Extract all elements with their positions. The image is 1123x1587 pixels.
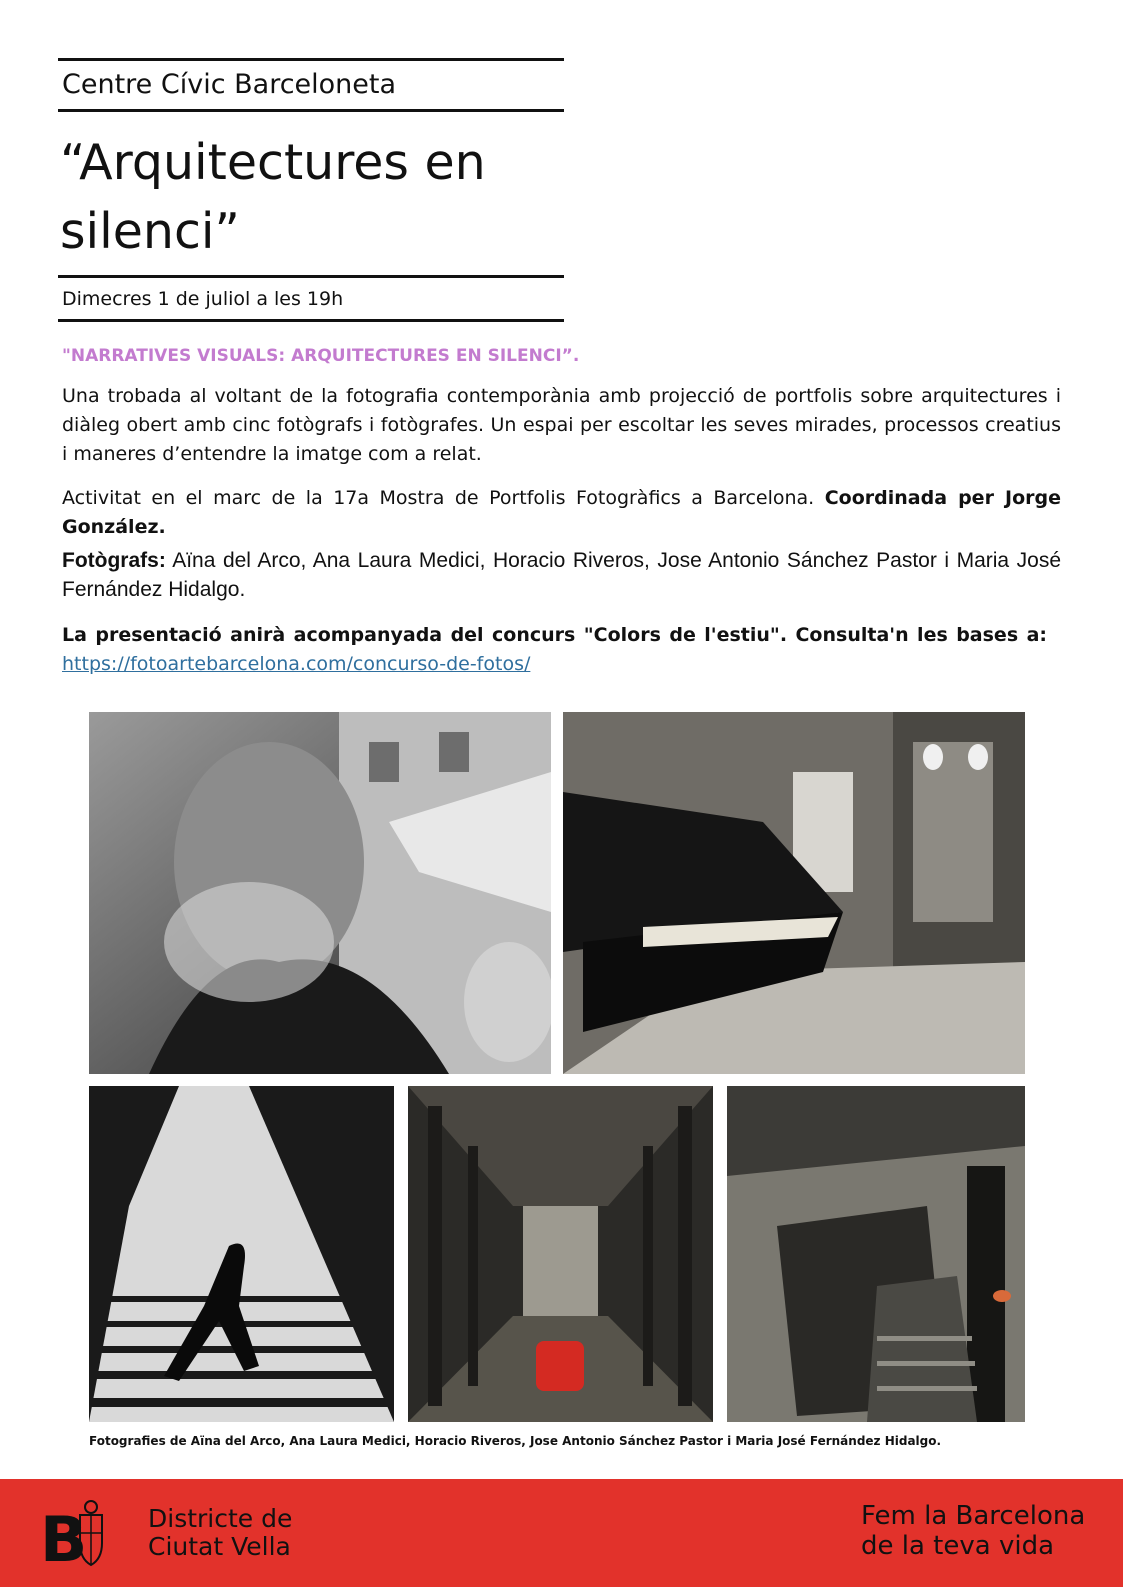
district-logo (40, 1493, 300, 1573)
photo-portrait (89, 712, 551, 1074)
event-title-line-2: silenci” (60, 203, 240, 260)
photographers-label: Fotògrafs: (62, 549, 166, 572)
intro-paragraph: Una trobada al voltant de la fotografia contemporània amb projecció de portfolis sobre arquitectures i diàleg obert amb cinc fotògrafs i fotògrafes. Un espai per escoltar les seves mirades, processos creatius i maneres d’entendre la imatge com a relat. (62, 385, 1061, 465)
barcelona-crest-icon (40, 1493, 104, 1573)
photo-stairs (89, 1086, 394, 1422)
gallery-caption: Fotografies de Aïna del Arco, Ana Laura Medici, Horacio Riveros, Jose Antonio Sánchez Pastor i Maria José Fernández Hidalgo. (89, 1434, 942, 1448)
title-rule (58, 275, 564, 278)
city-motto: Fem la Barcelona de la teva vida (861, 1501, 1086, 1561)
event-title-line-1: “Arquitectures en (60, 134, 486, 191)
subheading: "NARRATIVES VISUALS: ARQUITECTURES EN SILENCI”. (62, 346, 580, 366)
event-title (60, 128, 486, 266)
photo-piano (563, 712, 1025, 1074)
footer-banner (0, 1479, 1123, 1587)
context-paragraph (62, 484, 1061, 542)
contest-link[interactable]: https://fotoartebarcelona.com/concurso-de-fotos/ (62, 653, 531, 675)
logo-letter: B (40, 1503, 88, 1573)
venue-rule (58, 109, 564, 112)
venue-name: Centre Cívic Barceloneta (62, 69, 397, 100)
top-rule (58, 58, 564, 61)
date-rule (58, 319, 564, 322)
context-text: Activitat en el marc de la 17a Mostra de Portfolis Fotogràfics a Barcelona. (62, 487, 825, 509)
photographers-paragraph (62, 546, 1061, 604)
district-name: Districte de Ciutat Vella (148, 1504, 293, 1561)
coordination-text: Coordinada per Jorge González. (62, 487, 1061, 538)
photo-ruin (727, 1086, 1025, 1422)
contest-paragraph (62, 621, 1047, 679)
photo-hall (408, 1086, 713, 1422)
event-date: Dimecres 1 de juliol a les 19h (62, 288, 344, 310)
contest-text: La presentació anirà acompanyada del concurs "Colors de l'estiu". Consulta'n les bases a: (62, 624, 1047, 646)
photographers-list: Aïna del Arco, Ana Laura Medici, Horacio Riveros, Jose Antonio Sánchez Pastor i Maria José Fernández Hidalgo. (62, 549, 1061, 601)
